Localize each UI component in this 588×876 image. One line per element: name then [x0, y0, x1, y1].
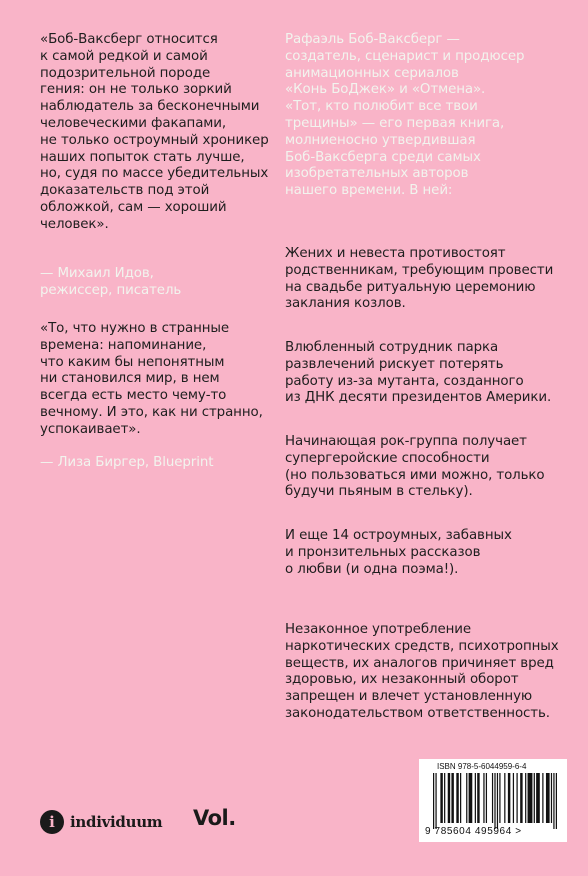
barcode-bar: [534, 773, 535, 823]
legal-warning: Незаконное употребление наркотических средств, психотропных веществ, их аналогов причиняет вред здоровью, их незаконный оборот запрещен и влечет установленную законодательством ответственность.: [285, 622, 559, 721]
barcode-bar: [499, 773, 500, 823]
vol-logo: Vol.: [193, 806, 236, 830]
author-intro: Рафаэль Боб-Ваксберг — создатель, сценарист и продюсер анимационных сериалов «Конь БоДжек» и «Отмена». «Тот, кто полюбит все твои трещины» — его первая книга, молниеносно утвердившая Боб-Ваксберга среди самых изобретательных авторов нашего времени. В ней:: [285, 32, 525, 199]
individuum-logo: [40, 808, 162, 836]
barcode-bar: [456, 773, 458, 823]
description-paragraph-3: Начинающая рок-группа получает супергеройские способности (но пользоваться ими можно, только будучи пьяным в стельку).: [285, 434, 545, 500]
barcode-bar: [494, 773, 495, 829]
barcode-bar: [520, 773, 522, 823]
barcode-bar: [525, 773, 526, 823]
barcode-bar: [492, 773, 493, 823]
barcode-bar: [513, 773, 514, 823]
barcode-bar: [508, 773, 510, 823]
barcode-bar: [435, 773, 436, 829]
barcode-digits: 9 785604 495964 >: [425, 826, 522, 837]
description-paragraph-4: И еще 14 остроумных, забавных и пронзительных рассказов о любви (и одна поэма!).: [285, 528, 512, 577]
barcode-bar: [433, 773, 434, 829]
barcode-bar: [440, 773, 442, 823]
barcode-bar: [536, 773, 540, 823]
barcode-bar: [497, 773, 498, 829]
quote-author-birger: — Лиза Биргер, Blueprint: [40, 455, 214, 470]
description-paragraph-1: Жених и невеста противостоят родственникам, требующим провести на свадьбе ритуальную церемонию заклания козлов.: [285, 246, 554, 312]
barcode-bar: [556, 773, 557, 829]
quote-mikhail-idov: «Боб-Ваксберг относится к самой редкой и самой подозрительной породе гения: он не только зоркий наблюдатель за бесконечными человеческими факапами, не только остроумный хроникер наших попыток стать лучше, но, судя по массе убедительных доказательств под этой обложкой, сам — хороший человек».: [40, 32, 269, 232]
quote-author-idov: — Михаил Идов, режиссер, писатель: [40, 266, 182, 298]
barcode-bar: [469, 773, 473, 823]
description-paragraph-2: Влюбленный сотрудник парка развлечений рискует потерять работу из-за мутанта, созданного из ДНК десяти президентов Америки.: [285, 340, 552, 406]
barcode-bar: [528, 773, 533, 823]
barcode-bar: [475, 773, 476, 823]
barcode-bar: [477, 773, 479, 823]
barcode-bar: [483, 773, 484, 823]
barcode-bar: [448, 773, 450, 823]
barcode-bars: [433, 773, 557, 829]
individuum-logo-name: individuum: [70, 813, 163, 831]
barcode-bar: [460, 773, 461, 823]
quote-liza-birger: «То, что нужно в странные времена: напоминание, что каким бы непонятным ни становился мир, в нем всегда есть место чему-то вечному. И это, как ни странно, успокаивает».: [40, 321, 263, 437]
barcode-bar: [551, 773, 552, 823]
barcode-bar: [466, 773, 467, 823]
barcode-bar: [546, 773, 550, 823]
barcode-bar: [516, 773, 517, 823]
isbn-number: ISBN 978-5-6044959-6-4: [437, 762, 527, 771]
isbn-barcode: [419, 759, 567, 842]
barcode-bar: [444, 773, 445, 823]
barcode-bar: [542, 773, 543, 823]
barcode-bar: [451, 773, 453, 823]
barcode-bar: [553, 773, 554, 829]
barcode-bar: [486, 773, 487, 823]
individuum-logo-mark: i: [40, 810, 64, 834]
barcode-bar: [504, 773, 505, 823]
